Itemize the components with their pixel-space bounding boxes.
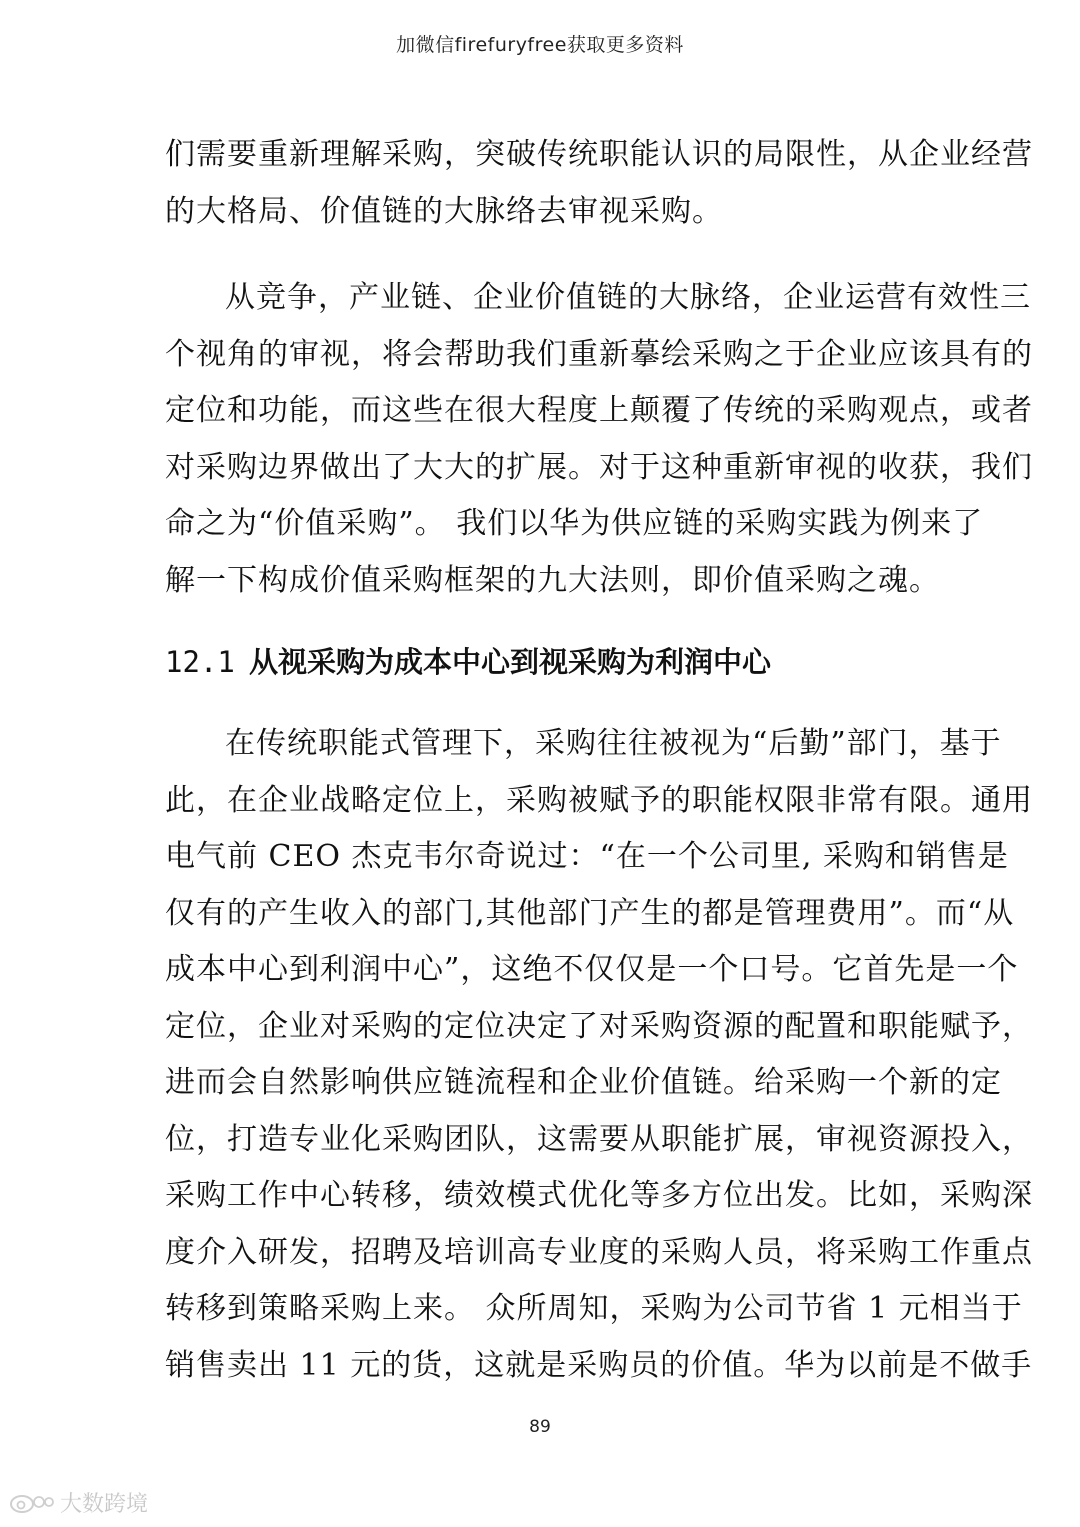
paragraph-line: 从竞争，产业链、企业价值链的大脉络，企业运营有效性三	[225, 280, 1031, 315]
paragraph-line: 电气前 CEO 杰克韦尔奇说过：“在一个公司里, 采购和销售是	[165, 839, 1009, 874]
section-heading	[165, 634, 925, 690]
paragraph-line: 销售卖出 11 元的货，这就是采购员的价值。华为以前是不做手	[165, 1347, 1033, 1383]
paragraph-line: 转移到策略采购上来。 众所周知，采购为公司节省 1 元相当于	[165, 1291, 1023, 1326]
watermark-text: 大数跨境	[60, 1491, 149, 1517]
paragraph-line: 定位和功能，而这些在很大程度上颠覆了传统的采购观点，或者	[165, 393, 1033, 428]
paragraph-line: 位，打造专业化采购团队，这需要从职能扩展，审视资源投入，	[165, 1121, 1033, 1157]
section-number: 12.1	[165, 645, 235, 679]
section-title: 从视采购为成本中心到视采购为利润中心	[249, 645, 772, 679]
paragraph-line: 的大格局、价值链的大脉络去审视采购。	[165, 193, 723, 229]
paragraph-line: 个视角的审视，将会帮助我们重新摹绘采购之于企业应该具有的	[165, 336, 1033, 372]
paragraph-line: 们需要重新理解采购，突破传统职能认识的局限性，从企业经营	[165, 137, 1033, 172]
page-number: 89	[529, 1417, 551, 1437]
paragraph-line: 解一下构成价值采购框架的九大法则，即价值采购之魂。	[165, 562, 940, 598]
paragraph-2	[165, 270, 1033, 609]
paragraph-line: 进而会自然影响供应链流程和企业价值链。给采购一个新的定	[165, 1065, 1002, 1100]
paragraph-line: 采购工作中心转移，绩效模式优化等多方位出发。比如，采购深	[165, 1178, 1033, 1213]
watermark	[8, 1487, 148, 1517]
paragraph-line: 对采购边界做出了大大的扩展。对于这种重新审视的收获，我们	[165, 449, 1033, 485]
paragraph-line: 成本中心到利润中心”，这绝不仅仅是一个口号。它首先是一个	[165, 952, 1019, 987]
paragraph-line: 仅有的产生收入的部门,其他部门产生的都是管理费用”。而“从	[165, 895, 1015, 931]
paragraph-3	[165, 716, 1033, 1394]
paragraph-line: 定位，企业对采购的定位决定了对采购资源的配置和职能赋予，	[165, 1008, 1033, 1044]
paragraph-line: 此，在企业战略定位上，采购被赋予的职能权限非常有限。通用	[165, 782, 1033, 818]
page-header: 加微信firefuryfree获取更多资料	[396, 34, 684, 56]
paragraph-line: 度介入研发，招聘及培训高专业度的采购人员，将采购工作重点	[165, 1234, 1033, 1270]
paragraph-1	[165, 127, 1033, 240]
paragraph-line: 命之为“价值采购”。 我们以华为供应链的采购实践为例来了	[165, 506, 984, 541]
weibo-logo-icon	[8, 1490, 54, 1514]
paragraph-line: 在传统职能式管理下，采购往往被视为“后勤”部门，基于	[225, 726, 1002, 761]
